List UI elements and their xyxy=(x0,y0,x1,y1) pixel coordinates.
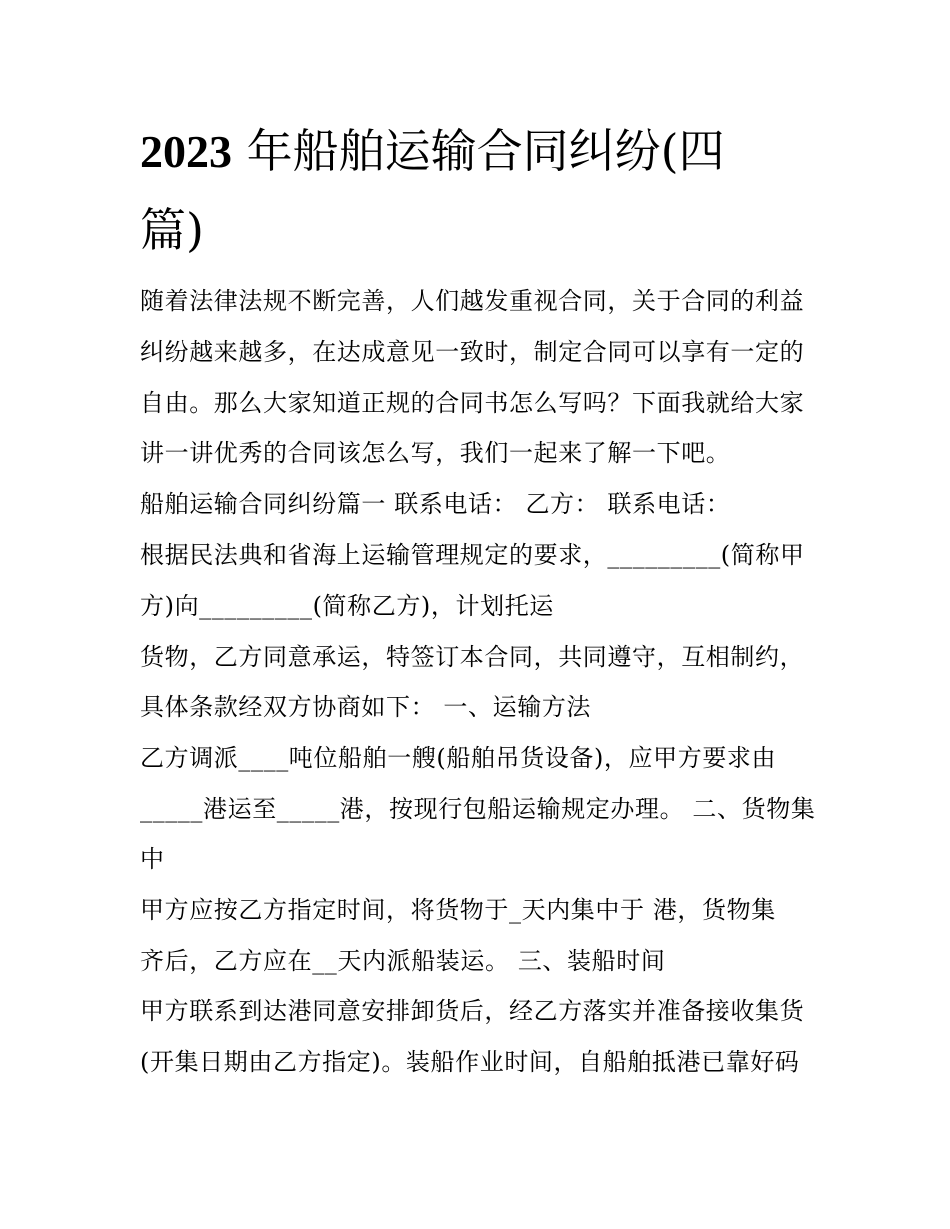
document-title xyxy=(140,112,820,269)
body-line: (开集日期由乙方指定)。装船作业时间，自船舶抵港已靠好码 xyxy=(140,1048,800,1076)
body-line: 纠纷越来越多，在达成意见一致时，制定合同可以享有一定的 xyxy=(140,338,805,366)
body-line: 讲一讲优秀的合同该怎么写，我们一起来了解一下吧。 xyxy=(140,439,731,467)
body-line: 齐后，乙方应在__天内派船装运。 三、装船时间 xyxy=(140,947,666,975)
body-line: 随着法律法规不断完善，人们越发重视合同，关于合同的利益 xyxy=(140,287,805,315)
body-line: 甲方联系到达港同意安排卸货后，经乙方落实并准备接收集货 xyxy=(140,997,805,1025)
body-line: 方)向_________(简称乙方)，计划托运 xyxy=(140,592,554,620)
body-line: 船舶运输合同纠纷篇一 联系电话： 乙方： 联系电话： xyxy=(140,490,731,518)
title-text-line1: 年船舶运输合同纠纷(四 xyxy=(232,124,725,178)
title-year: 2023 xyxy=(140,126,232,177)
body-line: 自由。那么大家知道正规的合同书怎么写吗？下面我就给大家 xyxy=(140,389,805,417)
body-line: 甲方应按乙方指定时间，将货物于_天内集中于 港，货物集 xyxy=(140,896,776,924)
body-line: 中 xyxy=(140,845,165,873)
body-line: 具体条款经双方协商如下： 一、运输方法 xyxy=(140,693,592,721)
body-line: 货物，乙方同意承运，特签订本合同，共同遵守，互相制约， xyxy=(140,643,805,671)
body-line: 乙方调派____吨位船舶一艘(船舶吊货设备)，应甲方要求由 xyxy=(140,744,777,772)
body-line: 根据民法典和省海上运输管理规定的要求，_________(简称甲 xyxy=(140,541,805,569)
body-line: _____港运至_____港，按现行包船运输规定办理。 二、货物集 xyxy=(140,795,816,823)
title-text-line2: 篇) xyxy=(140,203,204,257)
